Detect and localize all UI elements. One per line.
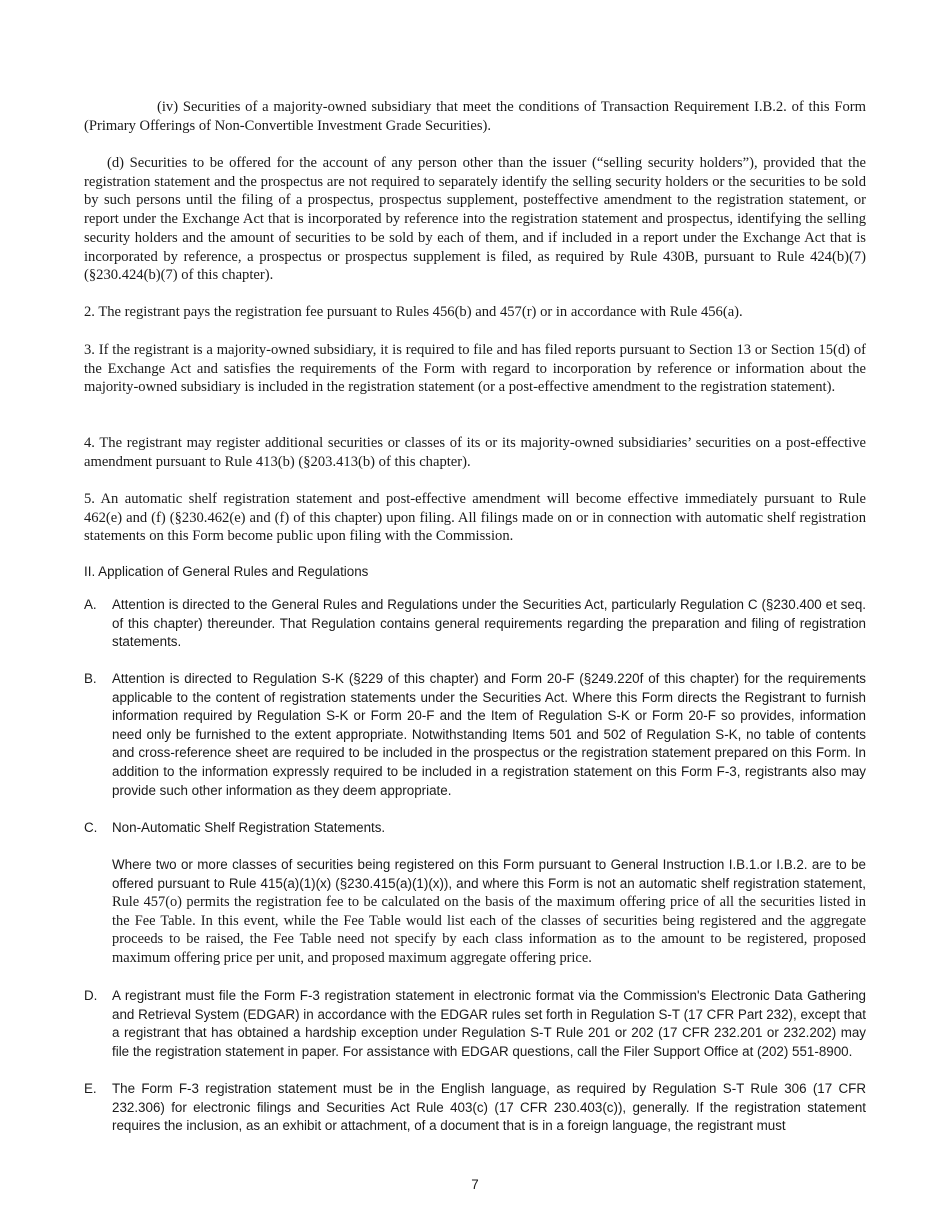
item-d	[84, 987, 866, 1061]
paragraph-4: 4. The registrant may register additional securities or classes of its or its majority-owned subsidiaries’ securities on a post-effective amendment pursuant to Rule 413(b) (§203.413(b) of this chapter).	[84, 435, 866, 470]
item-d-letter: D.	[84, 988, 98, 1003]
item-c-paragraph-serif: Rule 457(o) permits the registration fee to be calculated on the basis of the maximum offering price of all the securities listed in the Fee Table. In this event, while the Fee Table would list each of the classes of securities being registered and the aggregate proceeds to be raised, the Fee Table need not specify by each class information as to the amount to be registered, proposed maximum offering price per unit, and proposed maximum aggregate offering price.	[112, 894, 866, 966]
item-a	[84, 596, 866, 652]
item-e-text: The Form F-3 registration statement must be in the English language, as required by Regulation S-T Rule 306 (17 CFR 232.306) for electronic filings and Securities Act Rule 403(c) (17 CFR 230.403(c)), generally. If the registration statement requires the inclusion, as an exhibit or attachment, of a document that is in a foreign language, the registrant must	[112, 1081, 866, 1134]
item-b-text: Attention is directed to Regulation S-K (§229 of this chapter) and Form 20-F (§249.220f of this chapter) for the requirements applicable to the content of registration statements under the Securities Act. Where this Form directs the Registrant to furnish information required by Regulation S-K or Form 20-F and the Item of Regulation S-K or Form 20-F so provides, information need only be furnished to the extent appropriate. Notwithstanding Items 501 and 502 of Regulation S-K, no table of contents and cross-reference sheet are required to be included in the prospectus or the registration statement prepared on this Form. In addition to the information expressly required to be included in a registration statement on this Form F-3, registrants also may provide such other information as they deem appropriate.	[112, 671, 866, 798]
item-a-text: Attention is directed to the General Rules and Regulations under the Securities Act, particularly Regulation C (§230.400 et seq. of this chapter) thereunder. That Regulation contains general requirements regarding the preparation and filing of registration statements.	[112, 597, 866, 650]
paragraph-iv: (iv) Securities of a majority-owned subsidiary that meet the conditions of Transaction Requirement I.B.2. of this Form (Primary Offerings of Non-Convertible Investment Grade Securities).	[84, 99, 866, 134]
item-b	[84, 670, 866, 800]
item-c-paragraph	[112, 856, 866, 968]
item-a-letter: A.	[84, 597, 97, 612]
item-c	[84, 819, 866, 838]
paragraph-d: (d) Securities to be offered for the account of any person other than the issuer (“selling security holders”), provided that the registration statement and the prospectus are not required to separately identify the selling security holders or the securities to be sold by such persons until the filing of a prospectus, prospectus supplement, posteffective amendment to the registration statement, or report under the Exchange Act that is incorporated by reference into the registration statement and prospectus, identifying the selling security holders and the amount of securities to be sold by each of them, and if included in a report under the Exchange Act that is incorporated by reference, a prospectus or prospectus supplement is filed, as required by Rule 430B, pursuant to Rule 424(b)(7) (§230.424(b)(7) of this chapter).	[84, 155, 866, 284]
item-c-title: Non-Automatic Shelf Registration Statements.	[112, 820, 386, 835]
item-e-letter: E.	[84, 1081, 97, 1096]
paragraph-2: 2. The registrant pays the registration fee pursuant to Rules 456(b) and 457(r) or in accordance with Rule 456(a).	[84, 304, 743, 320]
item-e	[84, 1080, 866, 1136]
item-c-paragraph-sans: Where two or more classes of securities being registered on this Form pursuant to General Instruction I.B.1.or I.B.2. are to be offered pursuant to Rule 415(a)(1)(x) (§230.415(a)(1)(x)), and where this Form is not an automatic shelf registration statement,	[112, 857, 866, 891]
paragraph-3: 3. If the registrant is a majority-owned subsidiary, it is required to file and has filed reports pursuant to Section 13 or Section 15(d) of the Exchange Act and satisfies the requirements of the Form with regard to incorporation by reference or information about the majority-owned subsidiary is included in the registration statement (or a post-effective amendment to the registration statement).	[84, 342, 866, 396]
paragraph-5: 5. An automatic shelf registration statement and post-effective amendment will become effective immediately pursuant to Rule 462(e) and (f) (§230.462(e) and (f) of this chapter) upon filing. All filings made on or in connection with automatic shelf registration statements on this Form become public upon filing with the Commission.	[84, 491, 866, 545]
item-b-letter: B.	[84, 671, 97, 686]
item-d-text: A registrant must file the Form F-3 registration statement in electronic format via the Commission's Electronic Data Gathering and Retrieval System (EDGAR) in accordance with the EDGAR rules set forth in Regulation S-T (17 CFR Part 232), except that a registrant that has obtained a hardship exception under Regulation S-T Rule 201 or 202 (17 CFR 232.201 or 232.202) may file the registration statement in paper. For assistance with EDGAR questions, call the Filer Support Office at (202) 551-8900.	[112, 988, 866, 1059]
item-c-letter: C.	[84, 820, 98, 835]
page-number: 7	[471, 1177, 479, 1192]
section-heading: II. Application of General Rules and Regulations	[84, 564, 369, 579]
